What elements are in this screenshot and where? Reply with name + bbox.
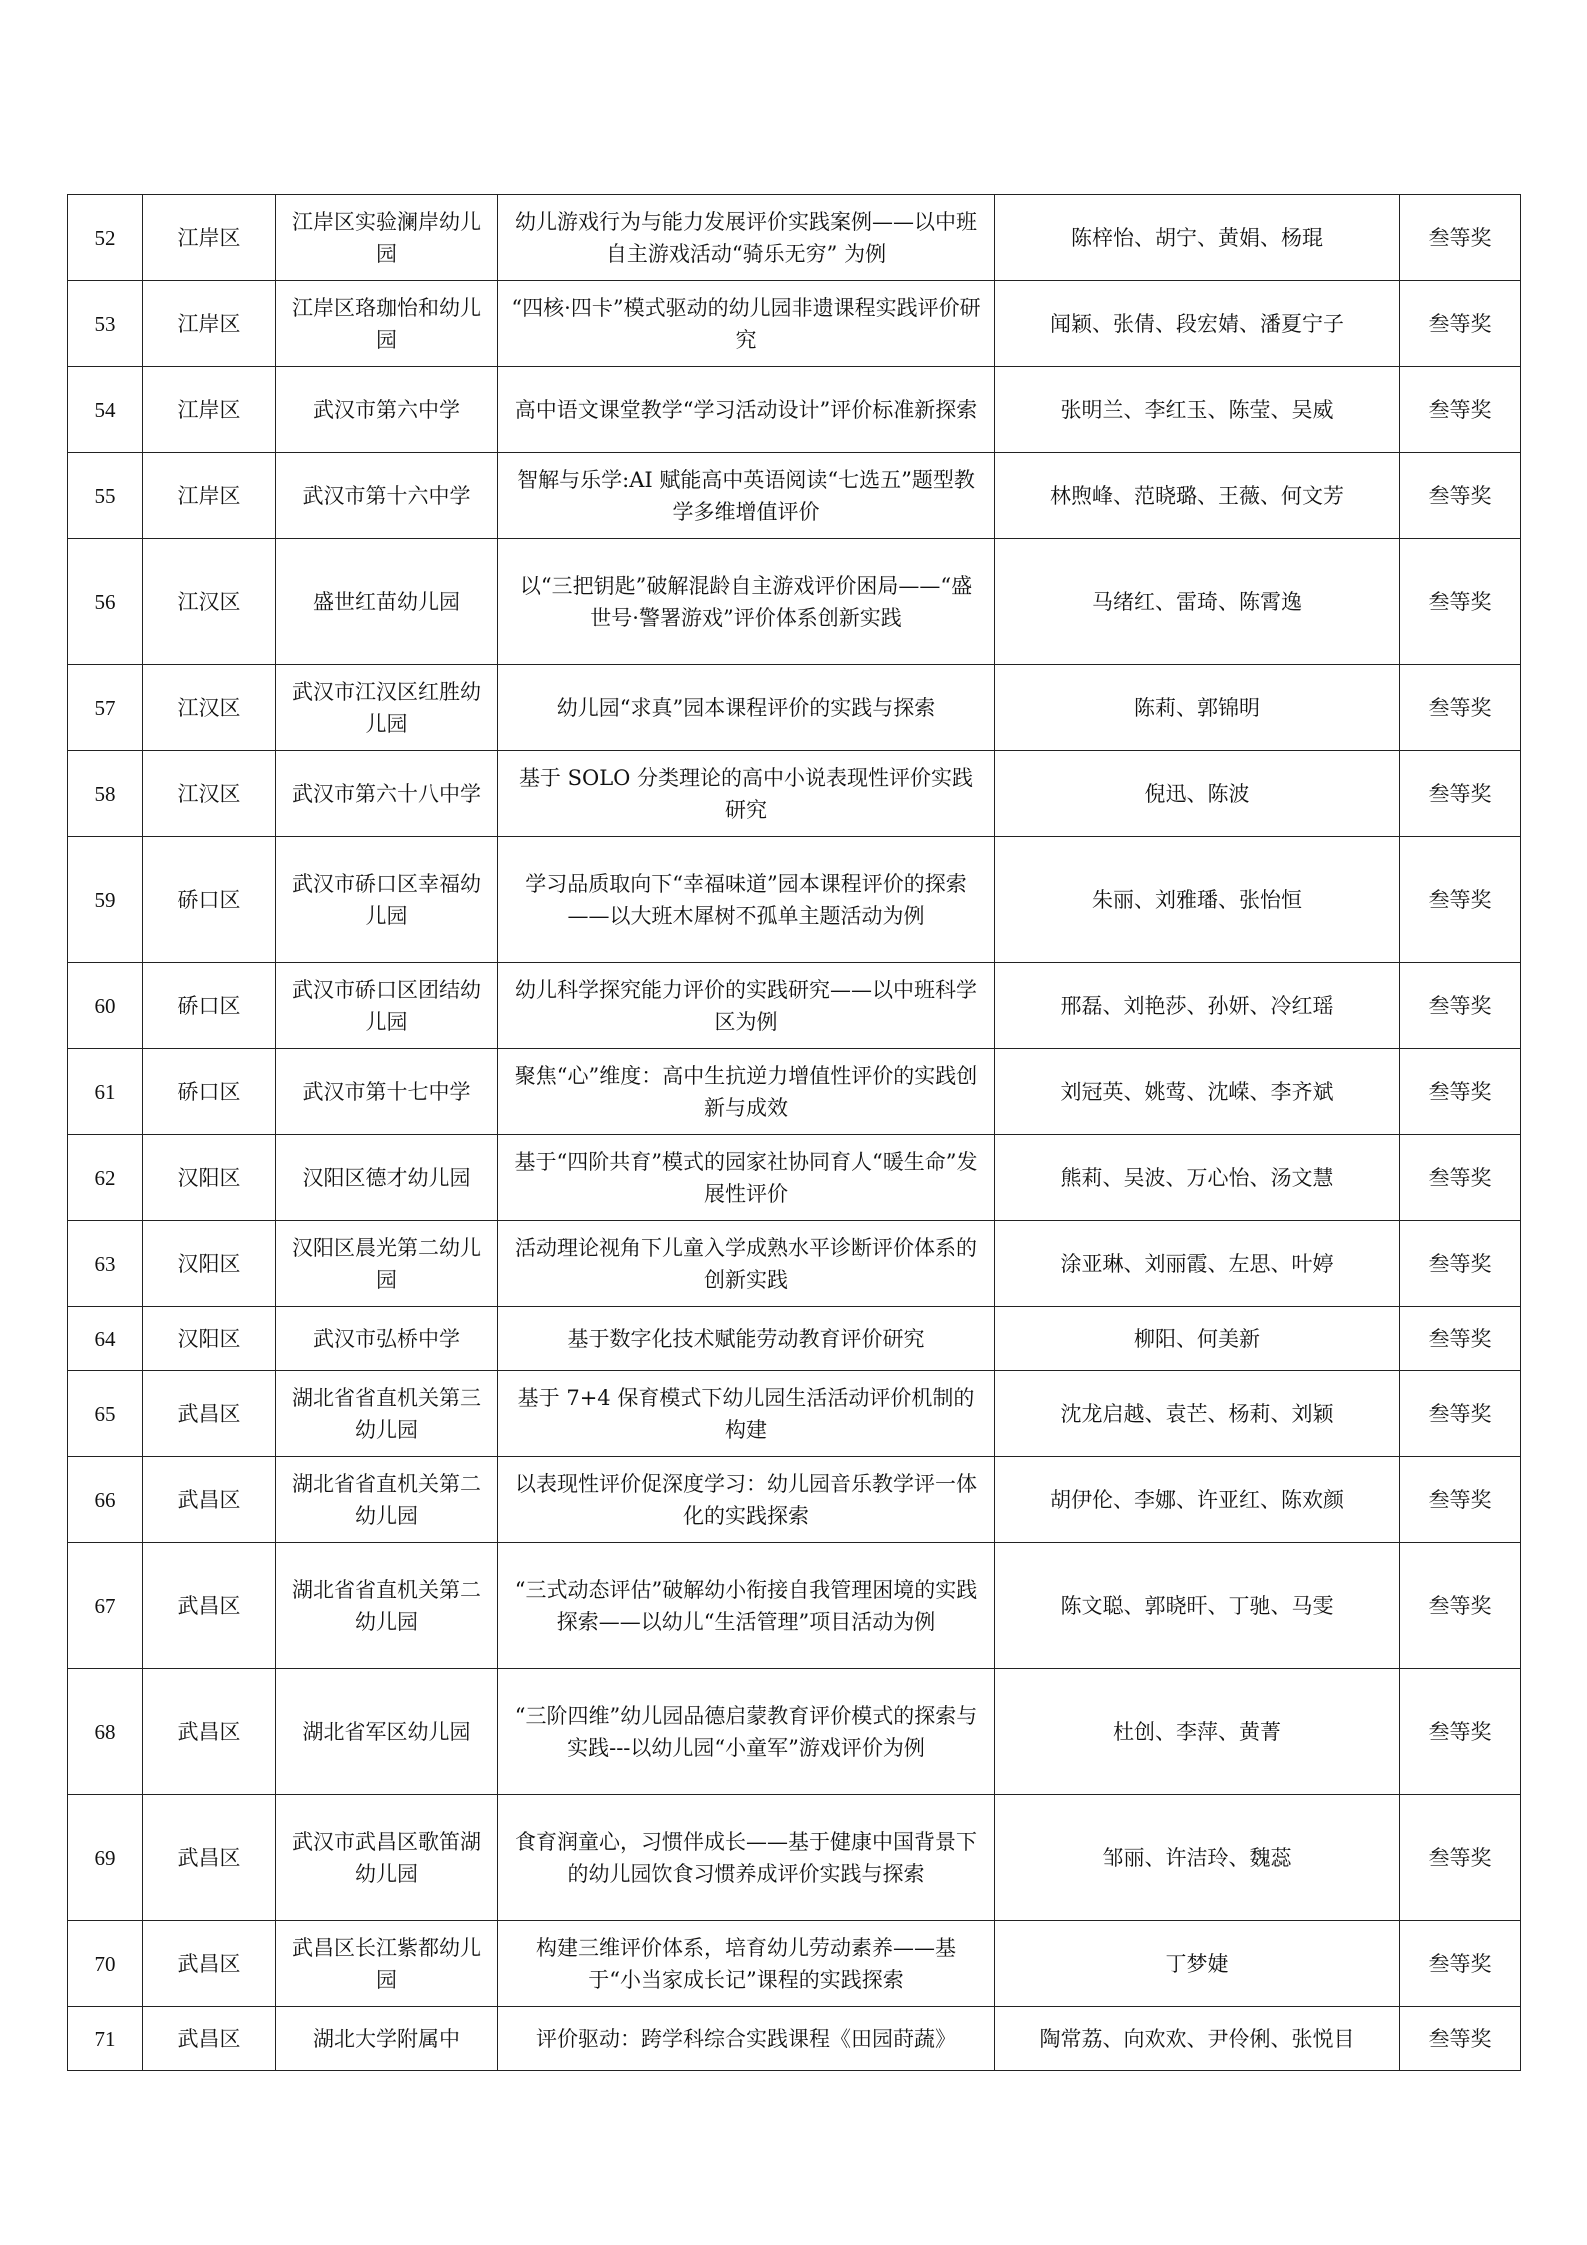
school-cell: 汉阳区德才幼儿园: [276, 1135, 498, 1221]
award-level-cell: 叁等奖: [1400, 1543, 1521, 1669]
authors-cell: 丁梦婕: [995, 1921, 1400, 2007]
award-level-cell: 叁等奖: [1400, 665, 1521, 751]
project-title-cell: 高中语文课堂教学“学习活动设计”评价标准新探索: [498, 367, 995, 453]
table-row: [68, 1221, 1521, 1307]
table-row: [68, 2007, 1521, 2071]
table-row: [68, 1457, 1521, 1543]
district-cell: 江岸区: [143, 281, 276, 367]
row-number: 63: [68, 1221, 143, 1307]
district-cell: 硚口区: [143, 1049, 276, 1135]
table-row: [68, 1371, 1521, 1457]
table-row: [68, 1921, 1521, 2007]
project-title-cell: 幼儿园“求真”园本课程评价的实践与探索: [498, 665, 995, 751]
authors-cell: 熊莉、吴波、万心怡、汤文慧: [995, 1135, 1400, 1221]
school-cell: 武汉市硚口区幸福幼儿园: [276, 837, 498, 963]
award-level-cell: 叁等奖: [1400, 1921, 1521, 2007]
district-cell: 武昌区: [143, 1669, 276, 1795]
school-cell: 武汉市江汉区红胜幼儿园: [276, 665, 498, 751]
school-cell: 武汉市第六中学: [276, 367, 498, 453]
award-level-cell: 叁等奖: [1400, 281, 1521, 367]
project-title-cell: 基于数字化技术赋能劳动教育评价研究: [498, 1307, 995, 1371]
authors-cell: 刘冠英、姚莺、沈嵘、李齐斌: [995, 1049, 1400, 1135]
row-number: 64: [68, 1307, 143, 1371]
project-title-cell: 基于 SOLO 分类理论的高中小说表现性评价实践研究: [498, 751, 995, 837]
award-level-cell: 叁等奖: [1400, 963, 1521, 1049]
row-number: 71: [68, 2007, 143, 2071]
district-cell: 江岸区: [143, 453, 276, 539]
row-number: 62: [68, 1135, 143, 1221]
school-cell: 湖北省省直机关第三幼儿园: [276, 1371, 498, 1457]
district-cell: 武昌区: [143, 1795, 276, 1921]
authors-cell: 涂亚琳、刘丽霞、左思、叶婷: [995, 1221, 1400, 1307]
district-cell: 江汉区: [143, 751, 276, 837]
authors-cell: 胡伊伦、李娜、许亚红、陈欢颜: [995, 1457, 1400, 1543]
authors-cell: 柳阳、何美新: [995, 1307, 1400, 1371]
authors-cell: 朱丽、刘雅璠、张怡恒: [995, 837, 1400, 963]
table-row: [68, 751, 1521, 837]
table-row: [68, 1795, 1521, 1921]
row-number: 61: [68, 1049, 143, 1135]
district-cell: 江岸区: [143, 195, 276, 281]
authors-cell: 杜创、李萍、黄菁: [995, 1669, 1400, 1795]
table-row: [68, 281, 1521, 367]
school-cell: 武汉市武昌区歌笛湖幼儿园: [276, 1795, 498, 1921]
table-row: [68, 453, 1521, 539]
school-cell: 武汉市第六十八中学: [276, 751, 498, 837]
district-cell: 江汉区: [143, 665, 276, 751]
district-cell: 武昌区: [143, 1543, 276, 1669]
school-cell: 湖北省省直机关第二幼儿园: [276, 1457, 498, 1543]
district-cell: 硚口区: [143, 837, 276, 963]
row-number: 66: [68, 1457, 143, 1543]
school-cell: 湖北大学附属中: [276, 2007, 498, 2071]
district-cell: 武昌区: [143, 1457, 276, 1543]
school-cell: 汉阳区晨光第二幼儿园: [276, 1221, 498, 1307]
authors-cell: 倪迅、陈波: [995, 751, 1400, 837]
row-number: 70: [68, 1921, 143, 2007]
authors-cell: 陶常荔、向欢欢、尹伶俐、张悦目: [995, 2007, 1400, 2071]
table-row: [68, 1669, 1521, 1795]
award-table: [67, 194, 1521, 2071]
table-row: [68, 367, 1521, 453]
project-title-cell: 幼儿科学探究能力评价的实践研究——以中班科学区为例: [498, 963, 995, 1049]
school-cell: 武汉市第十六中学: [276, 453, 498, 539]
table-row: [68, 1307, 1521, 1371]
project-title-cell: 学习品质取向下“幸福味道”园本课程评价的探索——以大班木犀树不孤单主题活动为例: [498, 837, 995, 963]
award-level-cell: 叁等奖: [1400, 453, 1521, 539]
school-cell: 江岸区实验澜岸幼儿园: [276, 195, 498, 281]
authors-cell: 陈梓怡、胡宁、黄娟、杨琨: [995, 195, 1400, 281]
award-level-cell: 叁等奖: [1400, 837, 1521, 963]
table-row: [68, 1543, 1521, 1669]
district-cell: 硚口区: [143, 963, 276, 1049]
district-cell: 汉阳区: [143, 1135, 276, 1221]
project-title-cell: 活动理论视角下儿童入学成熟水平诊断评价体系的创新实践: [498, 1221, 995, 1307]
project-title-cell: 食育润童心，习惯伴成长——基于健康中国背景下的幼儿园饮食习惯养成评价实践与探索: [498, 1795, 995, 1921]
district-cell: 汉阳区: [143, 1307, 276, 1371]
table-row: [68, 1135, 1521, 1221]
authors-cell: 邢磊、刘艳莎、孙妍、冷红瑶: [995, 963, 1400, 1049]
school-cell: 江岸区珞珈怡和幼儿园: [276, 281, 498, 367]
row-number: 55: [68, 453, 143, 539]
award-level-cell: 叁等奖: [1400, 2007, 1521, 2071]
authors-cell: 林煦峰、范晓璐、王薇、何文芳: [995, 453, 1400, 539]
project-title-cell: “三阶四维”幼儿园品德启蒙教育评价模式的探索与实践---以幼儿园“小童军”游戏评价为例: [498, 1669, 995, 1795]
award-level-cell: 叁等奖: [1400, 367, 1521, 453]
authors-cell: 马绪红、雷琦、陈霄逸: [995, 539, 1400, 665]
authors-cell: 闻颖、张倩、段宏婧、潘夏宁子: [995, 281, 1400, 367]
school-cell: 盛世红苗幼儿园: [276, 539, 498, 665]
row-number: 56: [68, 539, 143, 665]
award-level-cell: 叁等奖: [1400, 1221, 1521, 1307]
school-cell: 武汉市第十七中学: [276, 1049, 498, 1135]
row-number: 65: [68, 1371, 143, 1457]
district-cell: 武昌区: [143, 2007, 276, 2071]
district-cell: 武昌区: [143, 1921, 276, 2007]
project-title-cell: “三式动态评估”破解幼小衔接自我管理困境的实践探索——以幼儿“生活管理”项目活动为例: [498, 1543, 995, 1669]
table-row: [68, 837, 1521, 963]
project-title-cell: 评价驱动：跨学科综合实践课程《田园莳蔬》: [498, 2007, 995, 2071]
authors-cell: 沈龙启越、袁芒、杨莉、刘颖: [995, 1371, 1400, 1457]
authors-cell: 张明兰、李红玉、陈莹、吴威: [995, 367, 1400, 453]
district-cell: 江汉区: [143, 539, 276, 665]
authors-cell: 陈文聪、郭晓旰、丁驰、马雯: [995, 1543, 1400, 1669]
row-number: 54: [68, 367, 143, 453]
award-level-cell: 叁等奖: [1400, 539, 1521, 665]
row-number: 57: [68, 665, 143, 751]
table-row: [68, 665, 1521, 751]
project-title-cell: 基于“四阶共育”模式的园家社协同育人“暖生命”发展性评价: [498, 1135, 995, 1221]
authors-cell: 陈莉、郭锦明: [995, 665, 1400, 751]
row-number: 69: [68, 1795, 143, 1921]
row-number: 59: [68, 837, 143, 963]
project-title-cell: 构建三维评价体系，培育幼儿劳动素养——基于“小当家成长记”课程的实践探索: [498, 1921, 995, 2007]
project-title-cell: “四核·四卡”模式驱动的幼儿园非遗课程实践评价研究: [498, 281, 995, 367]
school-cell: 湖北省军区幼儿园: [276, 1669, 498, 1795]
school-cell: 武汉市硚口区团结幼儿园: [276, 963, 498, 1049]
row-number: 58: [68, 751, 143, 837]
row-number: 68: [68, 1669, 143, 1795]
school-cell: 武昌区长江紫都幼儿园: [276, 1921, 498, 2007]
award-level-cell: 叁等奖: [1400, 1669, 1521, 1795]
award-level-cell: 叁等奖: [1400, 1135, 1521, 1221]
award-level-cell: 叁等奖: [1400, 195, 1521, 281]
row-number: 53: [68, 281, 143, 367]
row-number: 52: [68, 195, 143, 281]
table-row: [68, 539, 1521, 665]
district-cell: 武昌区: [143, 1371, 276, 1457]
row-number: 60: [68, 963, 143, 1049]
project-title-cell: 聚焦“心”维度：高中生抗逆力增值性评价的实践创新与成效: [498, 1049, 995, 1135]
award-level-cell: 叁等奖: [1400, 1795, 1521, 1921]
award-level-cell: 叁等奖: [1400, 1457, 1521, 1543]
award-level-cell: 叁等奖: [1400, 1049, 1521, 1135]
project-title-cell: 基于 7+4 保育模式下幼儿园生活活动评价机制的构建: [498, 1371, 995, 1457]
award-level-cell: 叁等奖: [1400, 751, 1521, 837]
table-row: [68, 1049, 1521, 1135]
district-cell: 江岸区: [143, 367, 276, 453]
award-level-cell: 叁等奖: [1400, 1371, 1521, 1457]
award-level-cell: 叁等奖: [1400, 1307, 1521, 1371]
table-row: [68, 195, 1521, 281]
row-number: 67: [68, 1543, 143, 1669]
project-title-cell: 以表现性评价促深度学习：幼儿园音乐教学评一体化的实践探索: [498, 1457, 995, 1543]
table-row: [68, 963, 1521, 1049]
project-title-cell: 智解与乐学:AI 赋能高中英语阅读“七选五”题型教学多维增值评价: [498, 453, 995, 539]
school-cell: 武汉市弘桥中学: [276, 1307, 498, 1371]
authors-cell: 邹丽、许洁玲、魏蕊: [995, 1795, 1400, 1921]
school-cell: 湖北省省直机关第二幼儿园: [276, 1543, 498, 1669]
award-table-body: [68, 195, 1521, 2071]
project-title-cell: 幼儿游戏行为与能力发展评价实践案例——以中班自主游戏活动“骑乐无穷” 为例: [498, 195, 995, 281]
district-cell: 汉阳区: [143, 1221, 276, 1307]
project-title-cell: 以“三把钥匙”破解混龄自主游戏评价困局——“盛世号·警署游戏”评价体系创新实践: [498, 539, 995, 665]
